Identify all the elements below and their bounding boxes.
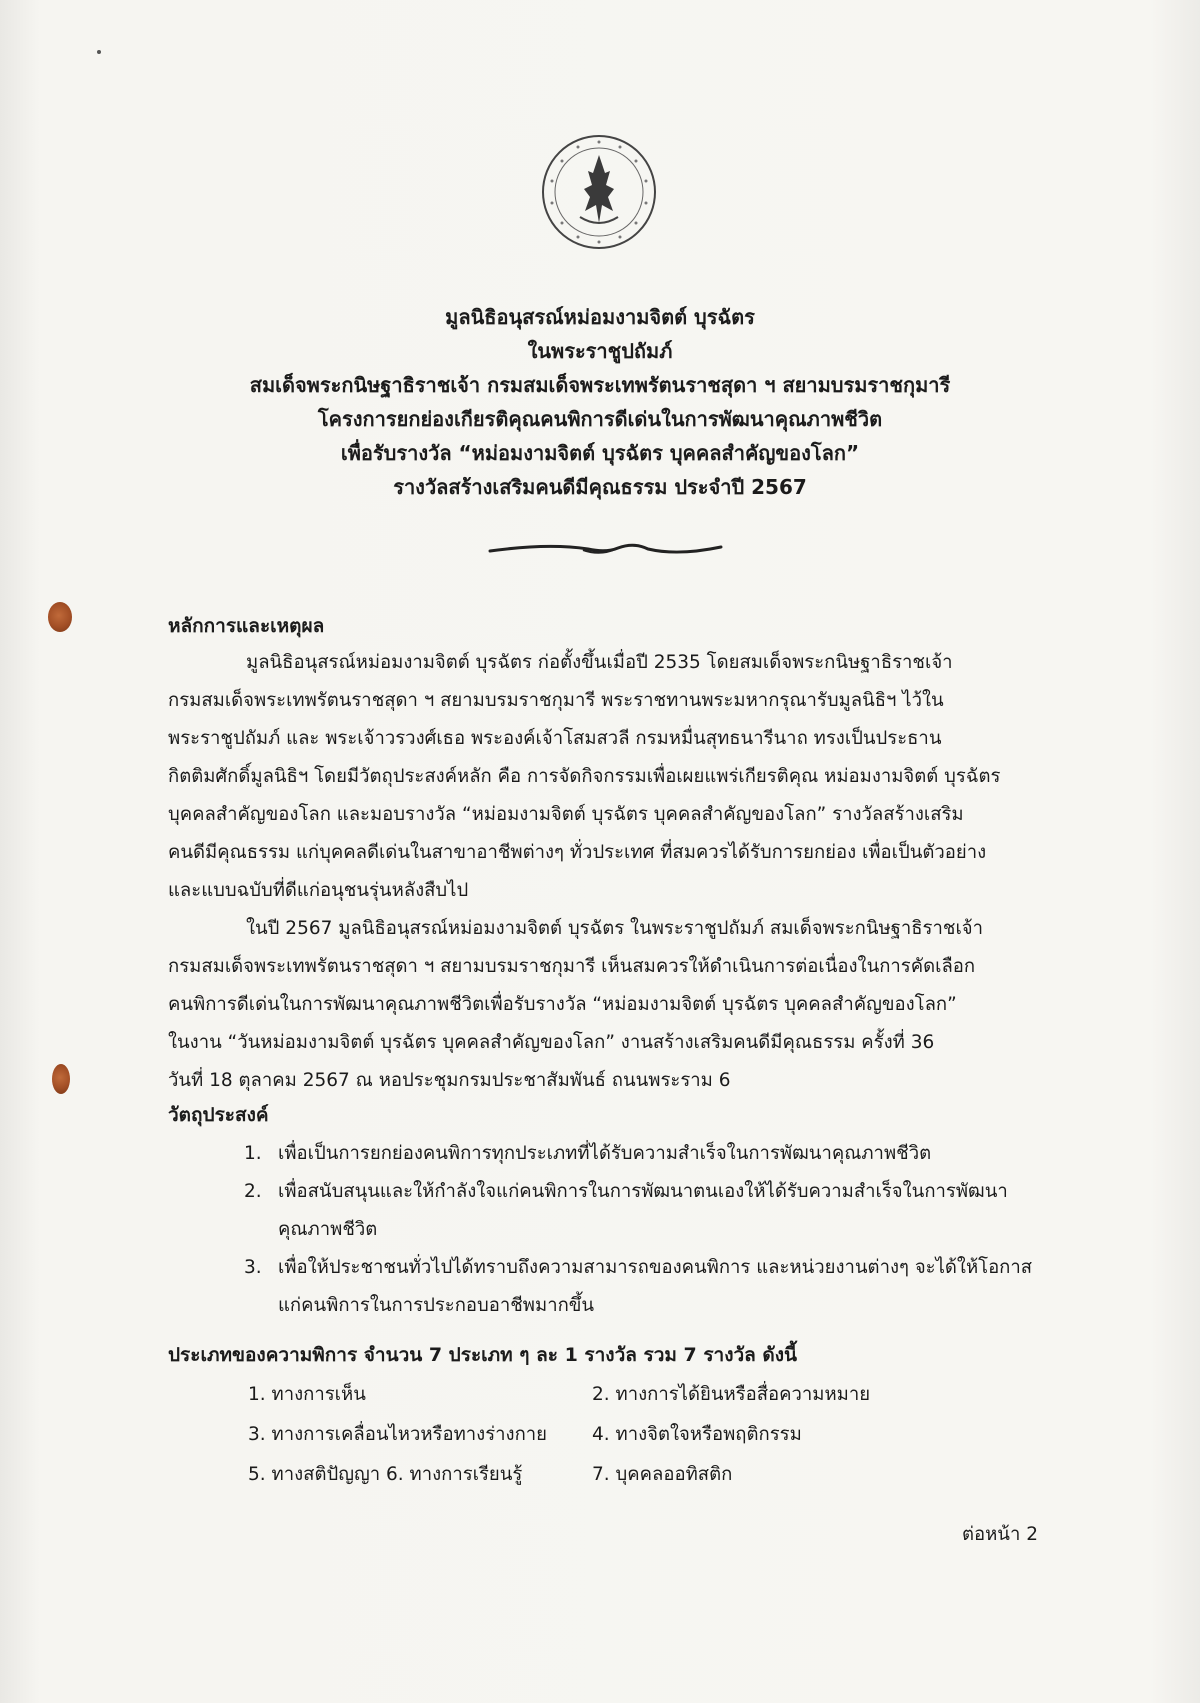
header-line: รางวัลสร้างเสริมคนดีมีคุณธรรม ประจำปี 2567 <box>393 475 807 499</box>
section-title-disability-types: ประเภทของความพิการ จำนวน 7 ประเภท ๆ ละ 1 รางวัล รวม 7 รางวัล ดังนี้ <box>168 1344 798 1366</box>
header-line: โครงการยกย่องเกียรติคุณคนพิการดีเด่นในการพัฒนาคุณภาพชีวิต <box>317 407 883 431</box>
paragraph-line: พระราชูปถัมภ์ และ พระเจ้าวรวงศ์เธอ พระองค์เจ้าโสมสวลี กรมหมื่นสุทธนารีนาถ ทรงเป็นประธาน <box>168 728 942 749</box>
header-line: เพื่อรับรางวัล “หม่อมงามจิตต์ บุรฉัตร บุคคลสำคัญของโลก” <box>340 441 860 465</box>
paragraph-line: บุคคลสำคัญของโลก และมอบรางวัล “หม่อมงามจิตต์ บุรฉัตร บุคคลสำคัญของโลก” รางวัลสร้างเสริม <box>168 804 964 825</box>
paragraph-line: วันที่ 18 ตุลาคม 2567 ณ หอประชุมกรมประชาสัมพันธ์ ถนนพระราม 6 <box>168 1070 731 1091</box>
type-item: 5. ทางสติปัญญา 6. ทางการเรียนรู้ <box>248 1464 523 1485</box>
list-item <box>248 1415 1008 1455</box>
list-number: 1. <box>244 1143 262 1164</box>
type-item: 7. บุคคลออทิสติก <box>592 1464 733 1485</box>
list-number: 2. <box>244 1181 262 1202</box>
list-text: แก่คนพิการในการประกอบอาชีพมากขึ้น <box>278 1295 595 1316</box>
section-title-rationale: หลักการและเหตุผล <box>168 615 325 637</box>
punch-hole-bottom <box>52 1064 70 1094</box>
header-line: สมเด็จพระกนิษฐาธิราชเจ้า กรมสมเด็จพระเทพรัตนราชสุดา ฯ สยามบรมราชกุมารี <box>249 373 951 397</box>
paragraph-line: มูลนิธิอนุสรณ์หม่อมงามจิตต์ บุรฉัตร ก่อตั้งขึ้นเมื่อปี 2535 โดยสมเด็จพระกนิษฐาธิราชเจ้า <box>246 652 953 673</box>
header-line: ในพระราชูปถัมภ์ <box>527 339 673 363</box>
paragraph-line: กรมสมเด็จพระเทพรัตนราชสุดา ฯ สยามบรมราชกุมารี พระราชทานพระมหากรุณารับมูลนิธิฯ ไว้ใน <box>168 690 944 711</box>
paragraph-line: คนดีมีคุณธรรม แก่บุคคลดีเด่นในสาขาอาชีพต่างๆ ทั่วประเทศ ที่สมควรได้รับการยกย่อง เพื่อเป็นตัวอย่าง <box>168 842 987 863</box>
paragraph-line: ในงาน “วันหม่อมงามจิตต์ บุรฉัตร บุคคลสำคัญของโลก” งานสร้างเสริมคนดีมีคุณธรรม ครั้งที่ 36 <box>168 1032 935 1053</box>
list-item <box>244 1173 1044 1249</box>
paragraph-line: คนพิการดีเด่นในการพัฒนาคุณภาพชีวิตเพื่อรับรางวัล “หม่อมงามจิตต์ บุรฉัตร บุคคลสำคัญของโลก” <box>168 994 957 1015</box>
document-header <box>150 300 1050 504</box>
list-text: เพื่อเป็นการยกย่องคนพิการทุกประเภทที่ได้รับความสำเร็จในการพัฒนาคุณภาพชีวิต <box>278 1143 932 1164</box>
list-text: คุณภาพชีวิต <box>278 1219 378 1240</box>
paper-speck <box>97 50 101 54</box>
rationale-paragraph-1 <box>168 644 1036 910</box>
foundation-seal-icon <box>540 133 658 251</box>
decorative-divider <box>488 538 723 560</box>
type-item: 4. ทางจิตใจหรือพฤติกรรม <box>592 1424 802 1445</box>
section-title-objectives: วัตถุประสงค์ <box>168 1104 269 1126</box>
list-number: 3. <box>244 1257 262 1278</box>
list-item <box>244 1249 1044 1325</box>
paragraph-line: กรมสมเด็จพระเทพรัตนราชสุดา ฯ สยามบรมราชกุมารี เห็นสมควรให้ดำเนินการต่อเนื่องในการคัดเลือก <box>168 956 976 977</box>
paragraph-line: กิตติมศักดิ์มูลนิธิฯ โดยมีวัตถุประสงค์หลัก คือ การจัดกิจกรรมเพื่อเผยแพร่เกียรติคุณ หม่อมงามจิตต์ บุรฉัตร <box>168 766 1001 787</box>
type-item: 3. ทางการเคลื่อนไหวหรือทางร่างกาย <box>248 1424 547 1445</box>
paragraph-line: และแบบฉบับที่ดีแก่อนุชนรุ่นหลังสืบไป <box>168 880 469 901</box>
list-item <box>248 1455 1008 1495</box>
list-text: เพื่อให้ประชาชนทั่วไปได้ทราบถึงความสามารถของคนพิการ และหน่วยงานต่างๆ จะได้ให้โอกาส <box>278 1257 1033 1278</box>
type-item: 1. ทางการเห็น <box>248 1384 366 1405</box>
disability-types-list <box>248 1375 1008 1495</box>
type-item: 2. ทางการได้ยินหรือสื่อความหมาย <box>592 1384 871 1405</box>
objectives-list <box>244 1135 1044 1325</box>
header-line: มูลนิธิอนุสรณ์หม่อมงามจิตต์ บุรฉัตร <box>445 305 755 329</box>
list-item <box>248 1375 1008 1415</box>
punch-hole-top <box>48 602 72 632</box>
paragraph-line: ในปี 2567 มูลนิธิอนุสรณ์หม่อมงามจิตต์ บุรฉัตร ในพระราชูปถัมภ์ สมเด็จพระกนิษฐาธิราชเจ้า <box>246 918 983 939</box>
list-item <box>244 1135 1044 1173</box>
list-text: เพื่อสนับสนุนและให้กำลังใจแก่คนพิการในการพัฒนาตนเองให้ได้รับความสำเร็จในการพัฒนา <box>278 1181 1008 1202</box>
continued-page-note: ต่อหน้า 2 <box>961 1524 1038 1545</box>
rationale-paragraph-2 <box>168 910 1036 1100</box>
